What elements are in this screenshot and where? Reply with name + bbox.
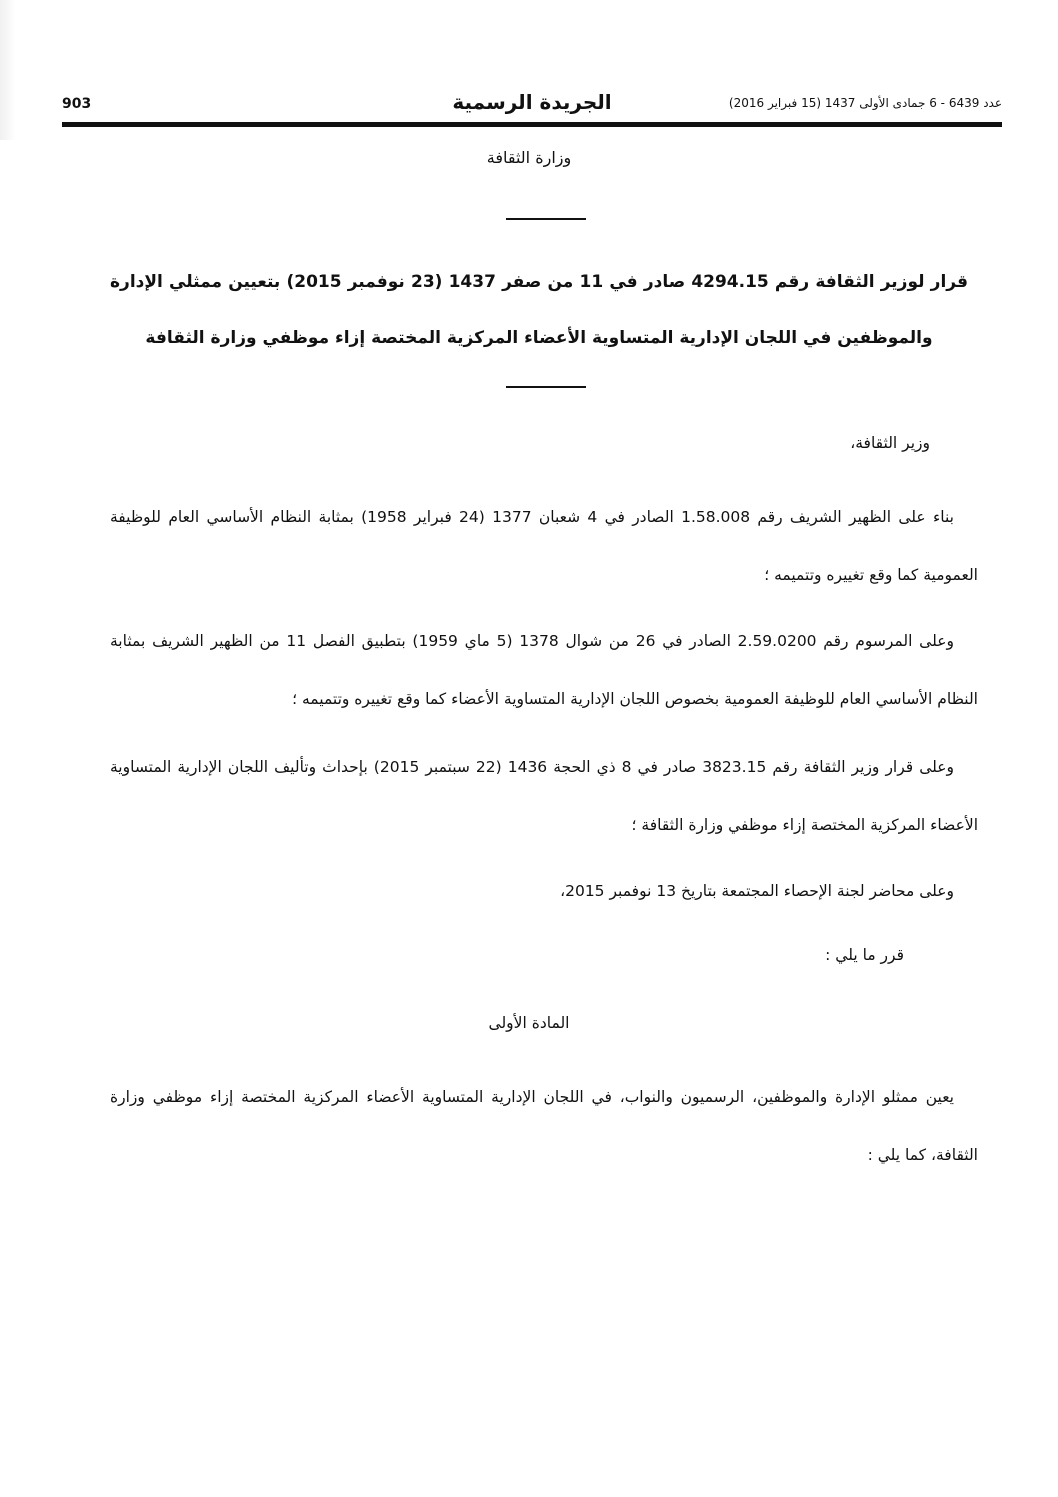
- issue-info: عدد 6439 - 6 جمادى الأولى 1437 (15 فبراير 2016): [728, 96, 1002, 110]
- paragraph-2: وعلى المرسوم رقم 2.59.0200 الصادر في 26 من شوال 1378 (5 ماي 1959) بتطبيق الفصل 11 من الظهير الشريف بمثابة النظام الأساسي العام للوظيفة العمومية بخصوص اللجان الإدارية المتساوية الأعضاء كما وقع تغييره وتتميمه ؛: [110, 632, 978, 708]
- ministry-name: وزارة الثقافة: [486, 148, 572, 167]
- page-number: 903: [62, 96, 92, 112]
- article-heading: المادة الأولى: [488, 1014, 570, 1032]
- divider-bottom: [506, 386, 586, 388]
- scan-edge-shadow: [0, 0, 16, 140]
- article-text: يعين ممثلو الإدارة والموظفين، الرسميون والنواب، في اللجان الإدارية المتساوية الأعضاء المركزية المختصة إزاء موظفي وزارة الثقافة، كما يلي :: [110, 1088, 978, 1164]
- paragraph-4: وعلى محاضر لجنة الإحصاء المجتمعة بتاريخ 13 نوفمبر 2015،: [560, 882, 954, 900]
- decided-line: قرر ما يلي :: [825, 946, 904, 964]
- minister-line: وزير الثقافة،: [850, 434, 930, 452]
- divider-top: [506, 218, 586, 220]
- page-header: [62, 92, 1002, 120]
- decision-title: قرار لوزير الثقافة رقم 4294.15 صادر في 11 من صفر 1437 (23 نوفمبر 2015) بتعيين ممثلي الإدارة والموظفين في اللجان الإدارية المتساوية الأعضاء المركزية المختصة إزاء موظفي وزارة الثقافة: [110, 272, 968, 348]
- paragraph-3: وعلى قرار وزير الثقافة رقم 3823.15 صادر في 8 ذي الحجة 1436 (22 سبتمبر 2015) بإحداث وتأليف اللجان الإدارية المتساوية الأعضاء المركزية المختصة إزاء موظفي وزارة الثقافة ؛: [110, 758, 978, 834]
- journal-title: الجريدة الرسمية: [452, 90, 612, 114]
- header-rule: [62, 122, 1002, 127]
- paragraph-1: بناء على الظهير الشريف رقم 1.58.008 الصادر في 4 شعبان 1377 (24 فبراير 1958) بمثابة النظام الأساسي العام للوظيفة العمومية كما وقع تغييره وتتميمه ؛: [110, 508, 978, 584]
